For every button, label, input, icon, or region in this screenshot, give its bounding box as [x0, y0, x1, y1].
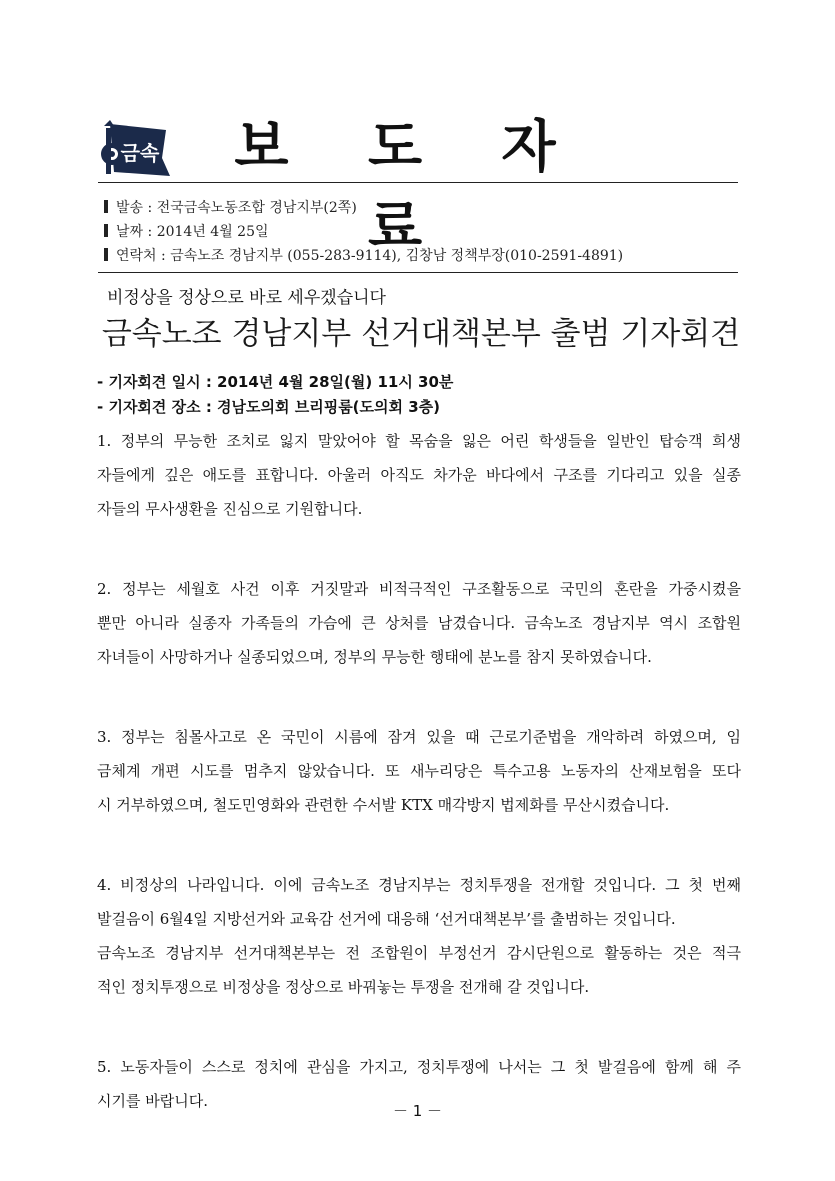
meta-label: 날짜	[116, 224, 144, 240]
press-conference-datetime: - 기자회견 일시 : 2014년 4월 28일(월) 11시 30분	[97, 373, 454, 391]
release-meta	[104, 196, 623, 268]
page-number: － 1 －	[392, 1102, 443, 1120]
meta-label: 연락처	[116, 248, 157, 264]
meta-value: 2014년 4월 25일	[156, 224, 269, 240]
document-title: 보 도 자 료	[234, 115, 586, 260]
headline: 금속노조 경남지부 선거대책본부 출범 기자회견	[101, 316, 741, 352]
header-divider	[98, 182, 738, 183]
meta-contact: 연락처 : 금속노조 경남지부 (055-283-9114), 김창남 정책부장(010-2591-4891)	[104, 244, 623, 268]
paragraph-line: 발걸음이 6월4일 지방선거와 교육감 선거에 대응해 ‘선거대책본부’를 출범하는 것입니다.	[97, 910, 676, 928]
paragraph-line: 적인 정치투쟁으로 비정상을 정상으로 바꿔놓는 투쟁을 전개해 갈 것입니다.	[97, 978, 590, 996]
paragraph-line: 2. 정부는 세월호 사건 이후 거짓말과 비적극적인 구조활동으로 국민의 혼란을 가중시켰을	[97, 580, 741, 598]
paragraph-line: 5. 노동자들이 스스로 정치에 관심을 가지고, 정치투쟁에 나서는 그 첫 발걸음에 함께 해 주	[97, 1058, 741, 1076]
paragraph-line: 1. 정부의 무능한 조치로 잃지 말았어야 할 목숨을 잃은 어린 학생들을 일반인 탑승객 희생	[97, 432, 741, 450]
meta-bullet-icon	[104, 200, 108, 213]
paragraph-line: 4. 비정상의 나라입니다. 이에 금속노조 경남지부는 정치투쟁을 전개할 것입니다. 그 첫 번째	[97, 876, 741, 894]
meta-label: 발송	[116, 200, 144, 216]
union-flag-icon	[100, 118, 172, 186]
paragraph-line: 시 거부하였으며, 철도민영화와 관련한 수서발 KTX 매각방지 법제화를 무산시켰습니다.	[97, 796, 670, 814]
press-conference-venue: - 기자회견 장소 : 경남도의회 브리핑룸(도의회 3층)	[97, 398, 441, 416]
paragraph-line: 시기를 바랍니다.	[97, 1092, 208, 1110]
paragraph-line: 3. 정부는 침몰사고로 온 국민이 시름에 잠겨 있을 때 근로기준법을 개악하려 하였으며, 임	[97, 728, 741, 746]
paragraph-line: 자들에게 깊은 애도를 표합니다. 아울러 아직도 차가운 바다에서 구조를 기다리고 있을 실종	[97, 466, 741, 484]
union-logo	[100, 118, 172, 186]
release-body	[97, 424, 741, 1118]
meta-value: 전국금속노동조합 경남지부(2쪽)	[156, 200, 357, 216]
paragraph-line: 금속노조 경남지부 선거대책본부는 전 조합원이 부정선거 감시단원으로 활동하는 것은 적극	[97, 944, 741, 962]
paragraph-line: 자들의 무사생환을 진심으로 기원합니다.	[97, 500, 363, 518]
paragraph-2	[97, 572, 741, 674]
meta-sender: 발송 : 전국금속노동조합 경남지부(2쪽)	[104, 196, 623, 220]
paragraph-4	[97, 868, 741, 1004]
paragraph-1	[97, 424, 741, 526]
meta-bullet-icon	[104, 224, 108, 237]
paragraph-3	[97, 720, 741, 822]
meta-divider	[98, 272, 738, 273]
press-conference-info	[97, 370, 453, 420]
meta-bullet-icon	[104, 248, 108, 261]
paragraph-line: 자녀들이 사망하거나 실종되었으며, 정부의 무능한 행태에 분노를 참지 못하였습니다.	[97, 648, 652, 666]
logo-text: 금속	[120, 141, 160, 165]
paragraph-line: 금체계 개편 시도를 멈추지 않았습니다. 또 새누리당은 특수고용 노동자의 산재보험을 또다	[97, 762, 741, 780]
paragraph-line: 뿐만 아니라 실종자 가족들의 가슴에 큰 상처를 남겼습니다. 금속노조 경남지부 역시 조합원	[97, 614, 741, 632]
meta-date: 날짜 : 2014년 4월 25일	[104, 220, 623, 244]
subtitle: 비정상을 정상으로 바로 세우겠습니다	[107, 288, 386, 308]
meta-value: 금속노조 경남지부 (055-283-9114), 김창남 정책부장(010-2591-4891)	[170, 248, 624, 264]
